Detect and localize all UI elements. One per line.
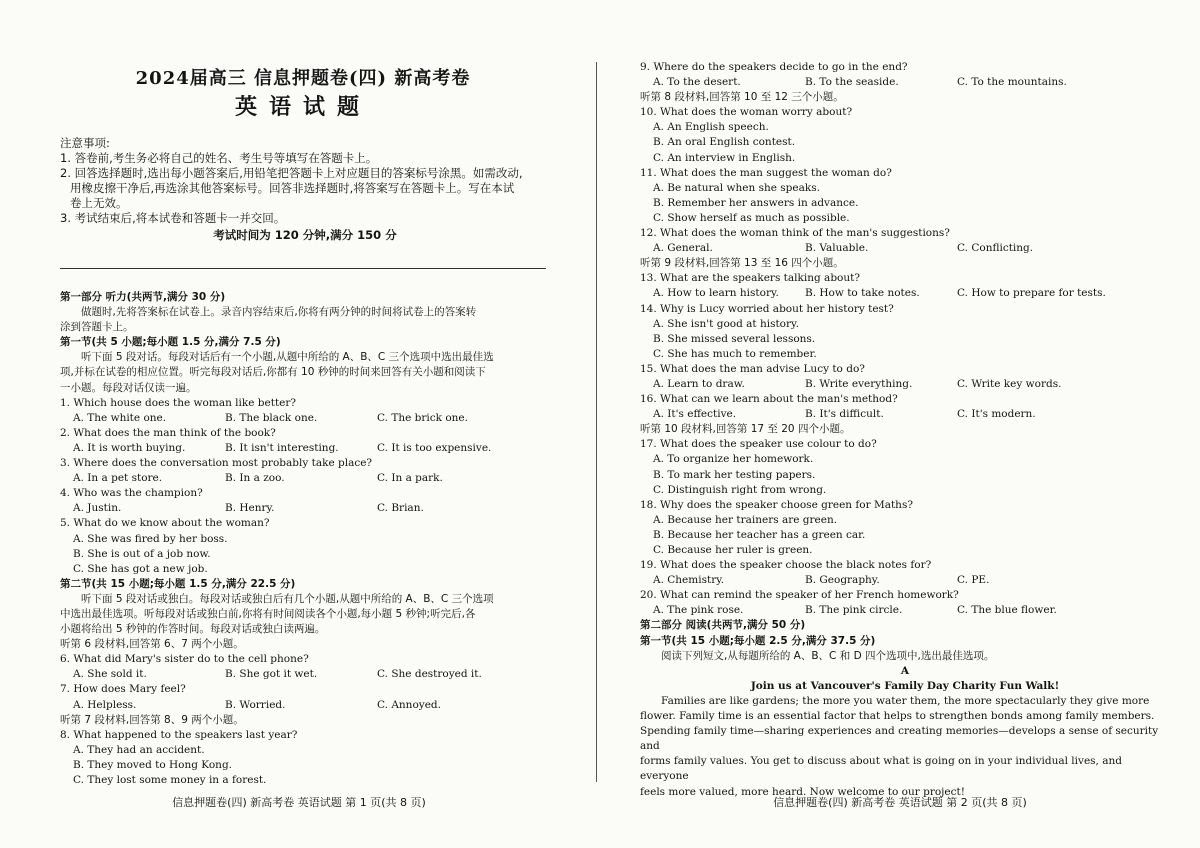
question-stem: 16. What can we learn about the man's method? bbox=[640, 393, 898, 406]
exam-page-2 bbox=[600, 0, 1200, 848]
option-c[interactable]: C. Because her ruler is green. bbox=[653, 544, 813, 556]
option-a[interactable]: A. The white one. bbox=[73, 411, 167, 424]
listening-reading-section bbox=[640, 60, 1170, 800]
option-b[interactable]: B. Because her teacher has a green car. bbox=[653, 528, 866, 541]
exam-page-1 bbox=[0, 0, 598, 848]
material-intro: 听第 8 段材料,回答第 10 至 12 三个小题。 bbox=[640, 91, 844, 104]
option-a[interactable]: A. Be natural when she speaks. bbox=[653, 181, 820, 194]
passage-letter: A bbox=[900, 664, 910, 677]
section2-instruction: 听下面 5 段对话或独白。每段对话或独白后有几个小题,从题中所给的 A、B、C 三个选项 bbox=[81, 592, 494, 605]
option-a[interactable]: A. Chemistry. bbox=[653, 574, 725, 587]
option-c[interactable]: C. PE. bbox=[957, 574, 990, 587]
option-c[interactable]: C. The brick one. bbox=[377, 411, 468, 424]
option-c[interactable]: C. It's modern. bbox=[957, 408, 1036, 421]
option-b[interactable]: B. She got it wet. bbox=[225, 668, 318, 681]
subject-title: 英语试题 bbox=[234, 94, 371, 120]
question-options bbox=[60, 441, 550, 456]
option-b[interactable]: B. Henry. bbox=[225, 502, 275, 515]
question-options bbox=[60, 667, 550, 682]
part1-heading: 第一部分 听力(共两节,满分 30 分) bbox=[60, 291, 226, 303]
option-c[interactable]: C. How to prepare for tests. bbox=[957, 287, 1106, 300]
passage-line: Families are like gardens; the more you water them, the more spectacularly they give more bbox=[661, 694, 1150, 707]
note-line: 3. 考试结束后,将本试卷和答题卡一并交回。 bbox=[60, 211, 286, 225]
option-b[interactable]: B. How to take notes. bbox=[805, 287, 920, 300]
exam-time: 考试时间为 120 分钟,满分 150 分 bbox=[213, 228, 397, 242]
option-a[interactable]: A. She was fired by her boss. bbox=[73, 532, 228, 545]
question-stem: 7. How does Mary feel? bbox=[60, 683, 186, 696]
question-stem: 4. Who was the champion? bbox=[60, 487, 203, 500]
note-line: 用橡皮擦干净后,再选涂其他答案标号。回答非选择题时,将答案写在答题卡上。写在本试 bbox=[70, 181, 515, 195]
option-a[interactable]: A. She isn't good at history. bbox=[653, 317, 799, 330]
option-c[interactable]: C. In a park. bbox=[377, 472, 443, 485]
question-stem: 19. What does the speaker choose the black notes for? bbox=[640, 559, 932, 572]
option-b[interactable]: B. It's difficult. bbox=[805, 408, 884, 421]
option-b[interactable]: B. The black one. bbox=[225, 411, 318, 424]
section2-instruction: 中选出最佳选项。听每段对话或独白前,你将有时间阅读各个小题,每小题 5 秒钟;听完后,各 bbox=[60, 607, 476, 620]
option-b[interactable]: B. Geography. bbox=[805, 574, 880, 587]
option-c[interactable]: C. An interview in English. bbox=[653, 151, 796, 164]
question-stem: 1. Which house does the woman like better? bbox=[60, 396, 297, 409]
question-stem: 18. Why does the speaker choose green for Maths? bbox=[640, 498, 913, 511]
part2-instruction: 阅读下列短文,从每题所给的 A、B、C 和 D 四个选项中,选出最佳选项。 bbox=[661, 649, 995, 662]
question-options bbox=[640, 75, 1170, 90]
part2-heading: 第二部分 阅读(共两节,满分 50 分) bbox=[640, 619, 806, 632]
option-c[interactable]: C. She destroyed it. bbox=[377, 668, 482, 681]
section2-heading: 第二节(共 15 小题;每小题 1.5 分,满分 22.5 分) bbox=[60, 577, 296, 590]
question-stem: 12. What does the woman think of the man's suggestions? bbox=[640, 227, 950, 240]
option-c[interactable]: C. It is too expensive. bbox=[377, 441, 492, 454]
option-c[interactable]: C. Annoyed. bbox=[377, 698, 441, 711]
option-b[interactable]: B. Write everything. bbox=[805, 377, 913, 390]
notes-heading: 注意事项: bbox=[60, 136, 110, 150]
option-b[interactable]: B. Worried. bbox=[225, 698, 286, 711]
exam-notes bbox=[60, 136, 550, 243]
material-intro: 听第 6 段材料,回答第 6、7 两个小题。 bbox=[60, 638, 244, 651]
question-stem: 11. What does the man suggest the woman do? bbox=[640, 166, 892, 179]
option-a[interactable]: A. General. bbox=[653, 242, 713, 255]
question-stem: 2. What does the man think of the book? bbox=[60, 426, 276, 439]
question-stem: 13. What are the speakers talking about? bbox=[640, 272, 860, 285]
option-c[interactable]: C. She has got a new job. bbox=[73, 562, 208, 575]
note-line: 卷上无效。 bbox=[70, 196, 128, 210]
option-b[interactable]: B. To mark her testing papers. bbox=[653, 468, 816, 481]
page-footer: 信息押题卷(四) 新高考卷 英语试题 第 2 页(共 8 页) bbox=[773, 796, 1027, 809]
option-a[interactable]: A. How to learn history. bbox=[653, 287, 779, 300]
question-stem: 3. Where does the conversation most probably take place? bbox=[60, 457, 373, 470]
question-options bbox=[60, 501, 550, 516]
option-c[interactable]: C. The blue flower. bbox=[957, 604, 1057, 617]
option-b[interactable]: B. To the seaside. bbox=[805, 76, 899, 89]
separator-line bbox=[60, 268, 546, 269]
option-c[interactable]: C. She has much to remember. bbox=[653, 347, 817, 360]
passage-line: Spending family time—sharing experiences and creating memories—develops a sense of security and bbox=[640, 725, 1159, 753]
passage-title: Join us at Vancouver's Family Day Charity Fun Walk! bbox=[750, 679, 1060, 692]
option-c[interactable]: C. Write key words. bbox=[957, 377, 1062, 390]
page-divider bbox=[596, 62, 597, 782]
section1-instruction: 听下面 5 段对话。每段对话后有一个小题,从题中所给的 A、B、C 三个选项中选出最佳选 bbox=[81, 351, 494, 364]
option-b[interactable]: B. She missed several lessons. bbox=[653, 332, 816, 345]
part1-instruction: 涂到答题卡上。 bbox=[60, 321, 134, 334]
option-b[interactable]: B. It isn't interesting. bbox=[225, 441, 339, 454]
option-b[interactable]: B. They moved to Hong Kong. bbox=[73, 758, 233, 771]
material-intro: 听第 10 段材料,回答第 17 至 20 四个小题。 bbox=[640, 423, 851, 436]
question-stem: 10. What does the woman worry about? bbox=[640, 106, 853, 119]
section2-instruction: 小题将给出 5 秒钟的作答时间。每段对话或独白读两遍。 bbox=[60, 623, 326, 636]
note-line: 2. 回答选择题时,选出每小题答案后,用铅笔把答题卡上对应题目的答案标号涂黑。如需改动, bbox=[60, 166, 523, 180]
option-a[interactable]: A. It's effective. bbox=[653, 408, 737, 421]
question-options bbox=[640, 407, 1170, 422]
question-stem: 6. What did Mary's sister do to the cell phone? bbox=[60, 653, 309, 666]
exam-title: 2024届高三 信息押题卷(四) 新高考卷 bbox=[135, 68, 471, 89]
note-line: 1. 答卷前,考生务必将自己的姓名、考生号等填写在答题卡上。 bbox=[60, 151, 378, 165]
question-stem: 17. What does the speaker use colour to do? bbox=[640, 438, 877, 451]
section1-heading: 第一节(共 5 小题;每小题 1.5 分,满分 7.5 分) bbox=[60, 336, 281, 349]
page-footer: 信息押题卷(四) 新高考卷 英语试题 第 1 页(共 8 页) bbox=[172, 796, 426, 809]
listening-section bbox=[60, 290, 550, 788]
option-c[interactable]: C. They lost some money in a forest. bbox=[73, 774, 267, 786]
option-a[interactable]: A. An English speech. bbox=[653, 121, 769, 134]
part1-instruction: 做题时,先将答案标在试卷上。录音内容结束后,你将有两分钟的时间将试卷上的答案转 bbox=[81, 306, 477, 319]
option-b[interactable]: B. An oral English contest. bbox=[653, 136, 796, 149]
option-a[interactable]: A. Because her trainers are green. bbox=[653, 513, 838, 526]
material-intro: 听第 7 段材料,回答第 8、9 两个小题。 bbox=[60, 713, 244, 726]
question-stem: 15. What does the man advise Lucy to do? bbox=[640, 362, 865, 375]
passage-line: flower. Family time is an essential factor that helps to strengthen bonds among family members. bbox=[640, 710, 1155, 723]
option-b[interactable]: B. She is out of a job now. bbox=[73, 547, 211, 560]
section1-instruction: 项,并标在试卷的相应位置。听完每段对话后,你都有 10 秒钟的时间来回答有关小题和阅读下 bbox=[60, 366, 486, 379]
option-b[interactable]: B. Remember her answers in advance. bbox=[653, 196, 859, 209]
question-options bbox=[60, 471, 550, 486]
question-options bbox=[640, 286, 1170, 301]
question-options bbox=[60, 411, 550, 426]
option-a[interactable]: A. To the desert. bbox=[653, 76, 741, 89]
option-a[interactable]: A. She sold it. bbox=[73, 668, 147, 681]
option-a[interactable]: A. It is worth buying. bbox=[73, 441, 186, 454]
option-b[interactable]: B. The pink circle. bbox=[805, 604, 903, 617]
option-c[interactable]: C. Brian. bbox=[377, 502, 424, 515]
question-stem: 20. What can remind the speaker of her French homework? bbox=[640, 589, 959, 602]
question-stem: 14. Why is Lucy worried about her history test? bbox=[640, 302, 894, 315]
question-stem: 9. Where do the speakers decide to go in the end? bbox=[640, 61, 908, 73]
option-c[interactable]: C. To the mountains. bbox=[957, 76, 1067, 89]
question-stem: 8. What happened to the speakers last year? bbox=[60, 728, 298, 741]
question-options bbox=[640, 573, 1170, 588]
option-a[interactable]: A. Learn to draw. bbox=[653, 377, 745, 390]
option-c[interactable]: C. Distinguish right from wrong. bbox=[653, 483, 827, 496]
option-a[interactable]: A. Justin. bbox=[73, 502, 122, 515]
question-options bbox=[640, 377, 1170, 392]
question-options bbox=[640, 241, 1170, 256]
option-a[interactable]: A. In a pet store. bbox=[73, 472, 163, 485]
question-options bbox=[640, 603, 1170, 618]
question-stem: 5. What do we know about the woman? bbox=[60, 517, 270, 530]
part2-section1-heading: 第一节(共 15 小题;每小题 2.5 分,满分 37.5 分) bbox=[640, 634, 876, 647]
option-a[interactable]: A. To organize her homework. bbox=[653, 453, 814, 466]
section1-instruction: 一小题。每段对话仅读一遍。 bbox=[60, 381, 197, 394]
option-b[interactable]: B. Valuable. bbox=[805, 242, 869, 255]
option-a[interactable]: A. The pink rose. bbox=[653, 604, 744, 617]
option-a[interactable]: A. Helpless. bbox=[73, 698, 137, 711]
passage-line: feels more valued, more heard. Now welcome to our project! bbox=[640, 785, 965, 798]
option-a[interactable]: A. They had an accident. bbox=[73, 743, 205, 756]
option-c[interactable]: C. Show herself as much as possible. bbox=[653, 211, 850, 224]
material-intro: 听第 9 段材料,回答第 13 至 16 四个小题。 bbox=[640, 257, 844, 270]
option-c[interactable]: C. Conflicting. bbox=[957, 242, 1034, 255]
question-options bbox=[60, 698, 550, 713]
passage-line: forms family values. You get to discuss about what is going on in your individual lives, and everyone bbox=[640, 755, 1122, 783]
option-b[interactable]: B. In a zoo. bbox=[225, 472, 285, 485]
